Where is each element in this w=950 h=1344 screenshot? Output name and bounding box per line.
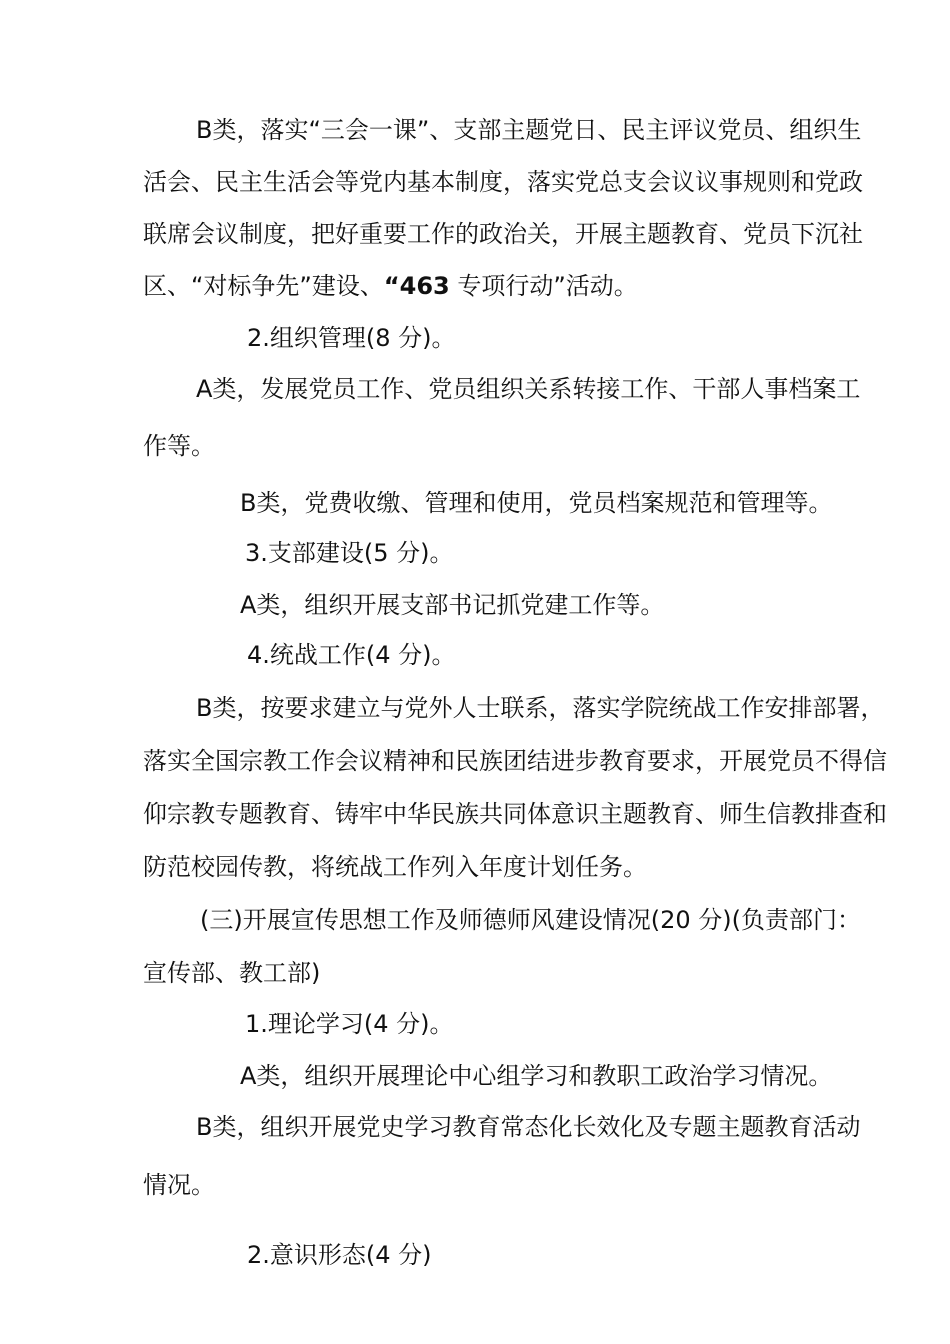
section-heading: 4.统战工作(4 分)。 [247,641,456,669]
text-segment: 区、“对标争先”建设、 [143,272,384,300]
text-line: B类，落实“三会一课”、支部主题党日、民主评议党员、组织生 [196,116,862,144]
section-heading: 2.组织管理(8 分)。 [247,324,456,352]
text-line: B类，按要求建立与党外人士联系，落实学院统战工作安排部署， [196,694,885,722]
text-line: A类，组织开展理论中心组学习和教职工政治学习情况。 [240,1062,833,1090]
text-line: 落实全国宗教工作会议精神和民族团结进步教育要求，开展党员不得信 [143,747,887,775]
text-line: 情况。 [143,1171,215,1199]
text-segment: 专项行动”活动。 [449,272,638,300]
section-heading: 1.理论学习(4 分)。 [245,1010,454,1038]
text-line [143,271,638,301]
text-line: A类，组织开展支部书记抓党建工作等。 [240,591,665,619]
text-line: A类，发展党员工作、党员组织关系转接工作、干部人事档案工 [196,375,861,403]
text-line: B类，党费收缴、管理和使用，党员档案规范和管理等。 [240,489,833,517]
text-line: 活会、民主生活会等党内基本制度，落实党总支会议议事规则和党政 [143,168,863,196]
section-heading: 2.意识形态(4 分) [247,1241,432,1269]
text-line: B类，组织开展党史学习教育常态化长效化及专题主题教育活动 [196,1113,861,1141]
section-title: 宣传部、教工部) [143,959,321,987]
text-line: 防范校园传教，将统战工作列入年度计划任务。 [143,853,647,881]
text-line: 仰宗教专题教育、铸牢中华民族共同体意识主题教育、师生信教排查和 [143,800,887,828]
text-line: 联席会议制度，把好重要工作的政治关，开展主题教育、党员下沉社 [143,220,863,248]
bold-text-segment: “463 [383,272,450,300]
text-line: 作等。 [143,432,215,460]
section-heading: 3.支部建设(5 分)。 [245,539,454,567]
section-title: (三)开展宣传思想工作及师德师风建设情况(20 分)(负责部门： [200,906,861,934]
